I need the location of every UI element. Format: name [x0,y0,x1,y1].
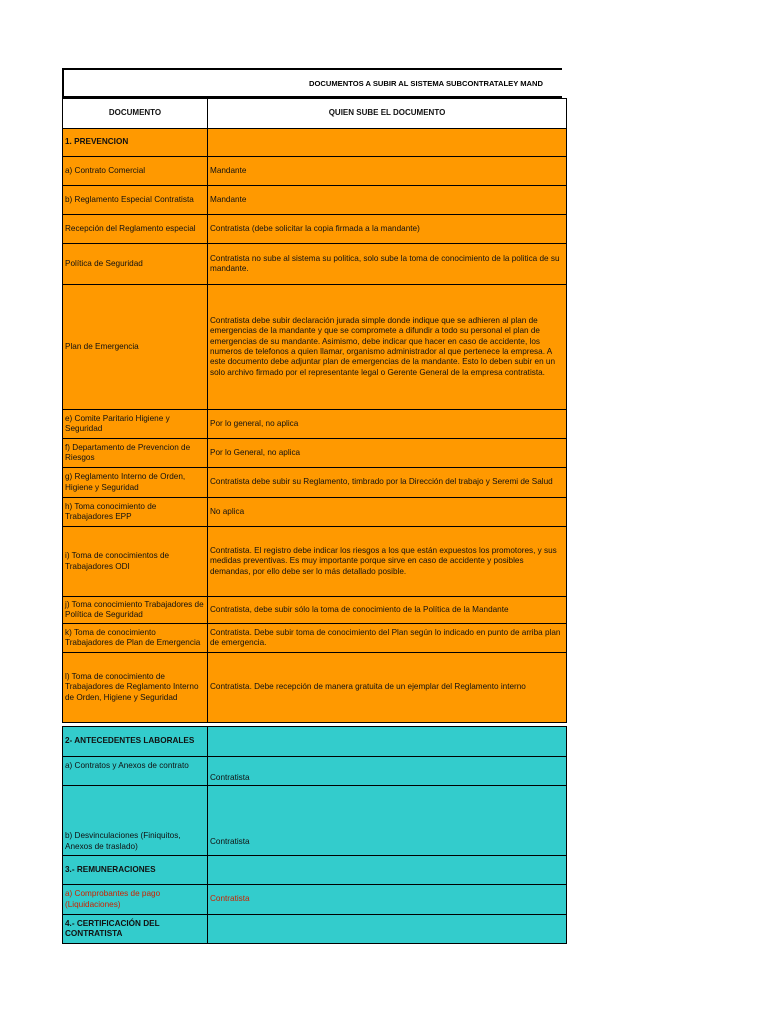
table-row [63,624,567,653]
cell-doc: i) Toma de conocimientos de Trabajadores ODI [63,527,208,597]
documents-table [62,98,567,944]
spreadsheet [62,68,562,944]
cell-who: Contratista no sube al sistema su politica, solo sube la toma de conocimiento de la politica de su mandante. [208,244,567,285]
cell-doc: g) Reglamento Interno de Orden, Higiene y Seguridad [63,468,208,498]
section-title: 1. PREVENCION [63,129,208,157]
table-row [63,129,567,157]
table-row [63,727,567,757]
cell-who [208,856,567,885]
cell-doc: Política de Seguridad [63,244,208,285]
cell-who: Contratista [208,786,567,856]
table-row [63,215,567,244]
cell-doc: h) Toma conocimiento de Trabajadores EPP [63,498,208,527]
cell-doc: f) Departamento de Prevencion de Riesgos [63,439,208,468]
cell-who: Contratista (debe solicitar la copia firmada a la mandante) [208,215,567,244]
cell-doc: a) Comprobantes de pago (Liquidaciones) [63,885,208,915]
section-title: 2- ANTECEDENTES LABORALES [63,727,208,757]
table-row [63,157,567,186]
cell-doc: b) Reglamento Especial Contratista [63,186,208,215]
cell-who: Mandante [208,186,567,215]
cell-doc: k) Toma de conocimiento Trabajadores de Plan de Emergencia [63,624,208,653]
cell-who [208,727,567,757]
cell-who: Por lo General, no aplica [208,439,567,468]
table-row [63,786,567,856]
cell-who: Mandante [208,157,567,186]
cell-who: Contratista debe subir declaración jurada simple donde indique que se adhieren al plan de emergencias de la mandante y que se compromete a difundir a todo su personal el plan de emergencias de su mandante. Asimismo, debe indicar que hacer en caso de accidente, los numeros de telefonos a quien llamar, organismo administrador al que pertenece la empresa. A este documento debe adjuntar plan de emergencias de la mandante. Esto lo deben subir en un solo archivo firmado por el representante legal o Gerente General de la empresa contratista. [208,285,567,410]
cell-doc: b) Desvinculaciones (Finiquitos, Anexos de traslado) [63,786,208,856]
table-row [63,597,567,624]
table-row [63,653,567,723]
cell-who: Por lo general, no aplica [208,410,567,439]
cell-doc: e) Comite Paritario Higiene y Seguridad [63,410,208,439]
cell-who: Contratista [208,757,567,786]
table-row [63,244,567,285]
header-quien: QUIEN SUBE EL DOCUMENTO [208,99,567,129]
cell-doc: a) Contratos y Anexos de contrato [63,757,208,786]
cell-doc: a) Contrato Comercial [63,157,208,186]
table-row [63,885,567,915]
cell-who: Contratista. Debe subir toma de conocimiento del Plan según lo indicado en punto de arriba plan de emergencia. [208,624,567,653]
cell-doc: l) Toma de conocimiento de Trabajadores de Reglamento Interno de Orden, Higiene y Seguridad [63,653,208,723]
table-row [63,439,567,468]
table-row [63,285,567,410]
cell-who [208,915,567,944]
cell-who: Contratista. Debe recepción de manera gratuita de un ejemplar del Reglamento interno [208,653,567,723]
table-row [63,915,567,944]
section-title: 4.- CERTIFICACIÓN DEL CONTRATISTA [63,915,208,944]
cell-who: Contratista, debe subir sólo la toma de conocimiento de la Política de la Mandante [208,597,567,624]
sheet-title [62,68,562,98]
cell-who [208,129,567,157]
table-row [63,527,567,597]
table-row [63,410,567,439]
header-row [63,99,567,129]
cell-doc: Recepción del Reglamento especial [63,215,208,244]
cell-doc: j) Toma conocimiento Trabajadores de Política de Seguridad [63,597,208,624]
table-row [63,468,567,498]
table-row [63,757,567,786]
cell-who: Contratista. El registro debe indicar los riesgos a los que están expuestos los promotores, y sus medidas preventivas. Es muy importante porque sirve en caso de accidente y posibles demandas, por ello debe ser lo más detallado posible. [208,527,567,597]
cell-doc: Plan de Emergencia [63,285,208,410]
title-text: DOCUMENTOS A SUBIR AL SISTEMA SUBCONTRATALEY MAND [309,78,544,88]
cell-who: No aplica [208,498,567,527]
header-documento: DOCUMENTO [63,99,208,129]
table-row [63,856,567,885]
section-title: 3.- REMUNERACIONES [63,856,208,885]
table-row [63,186,567,215]
cell-who: Contratista debe subir su Reglamento, timbrado por la Dirección del trabajo y Seremi de Salud [208,468,567,498]
cell-who: Contratista [208,885,567,915]
table-row [63,498,567,527]
